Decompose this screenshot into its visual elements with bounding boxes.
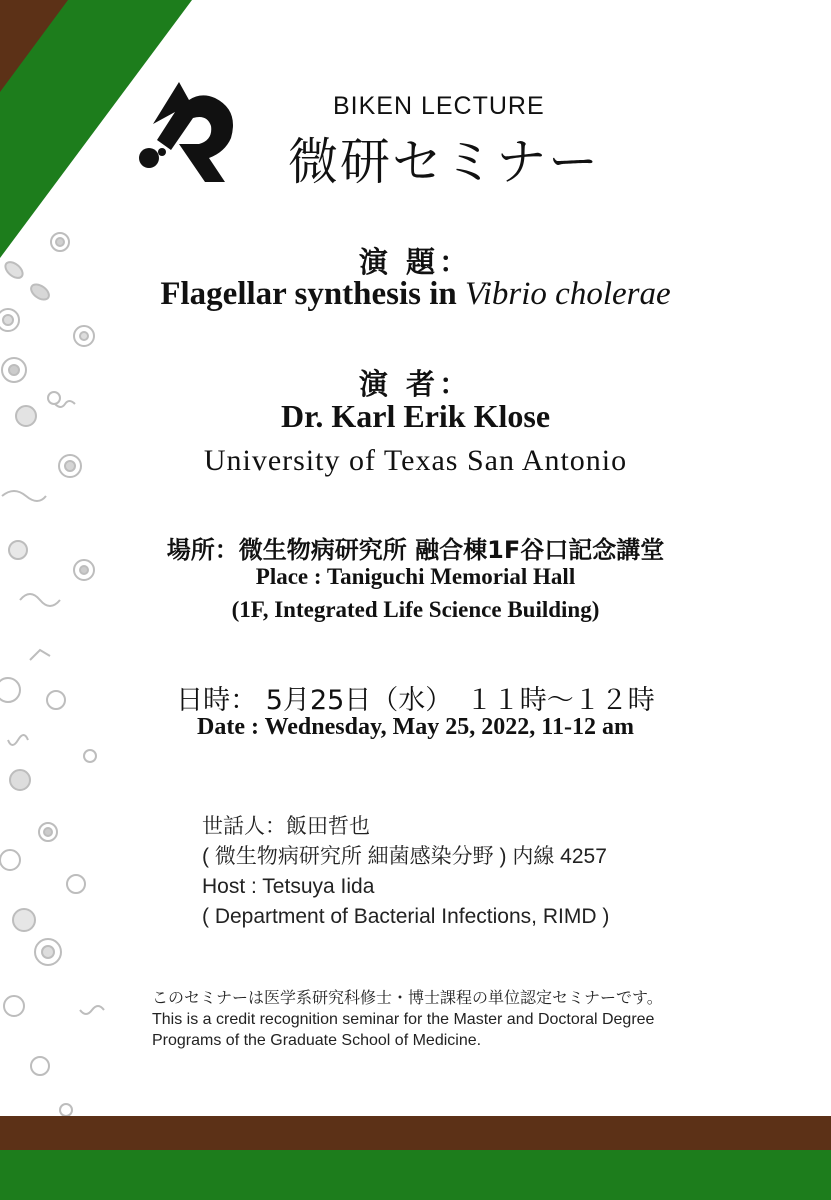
host-department-en: ( Department of Bacterial Infections, RIMD ) [202,905,610,928]
place-english-line1: Place : Taniguchi Memorial Hall [255,564,576,589]
talk-title-plain: Flagellar synthesis in [160,276,466,312]
credit-note-en-line1: This is a credit recognition seminar for the Master and Doctoral Degree [152,1011,655,1028]
date-english: Date : Wednesday, May 25, 2022, 11-12 am [197,714,634,740]
speaker-affiliation: University of Texas San Antonio [203,444,628,477]
biken-logo-icon [135,78,245,190]
microbe-illustrations [0,220,110,1120]
talk-title [0,276,831,313]
host-line-ja: 世話人：飯田哲也 [202,815,370,838]
host-block [202,812,609,932]
speaker-name: Dr. Karl Erik Klose [280,398,551,434]
logo-r-shape [153,82,233,182]
date-ja-label: 日時： [176,685,258,716]
title-label: 演 題： [358,245,473,279]
logo-dot-large [139,148,159,168]
host-line-en: Host : Tetsuya Iida [202,875,375,898]
credit-note [152,988,663,1051]
credit-note-ja: このセミナーは医学系研究科修士・博士課程の単位認定セミナーです。 [152,990,663,1007]
footer-green-band [0,1150,831,1200]
credit-note-en-line2: Programs of the Graduate School of Medicine. [152,1032,482,1049]
speaker-label: 演 者： [358,367,473,401]
date-ja-date: 5月25日（水） [265,685,439,716]
talk-title-species: Vibrio cholerae [465,276,671,312]
place-english-line2: (1F, Integrated Life Science Building) [231,597,600,622]
footer-brown-band [0,1116,831,1150]
logo-dot-small [158,148,166,156]
date-ja-time: １１時～１２時 [465,685,655,716]
brand-japanese: 微研セミナー [288,133,600,191]
host-department-ja: ( 微生物病研究所 細菌感染分野 ) 内線 4257 [202,845,607,868]
date-japanese [0,678,831,717]
place-japanese: 場所：微生物病研究所 融合棟1F谷口記念講堂 [166,536,665,564]
brand-english: BIKEN LECTURE [333,92,545,120]
